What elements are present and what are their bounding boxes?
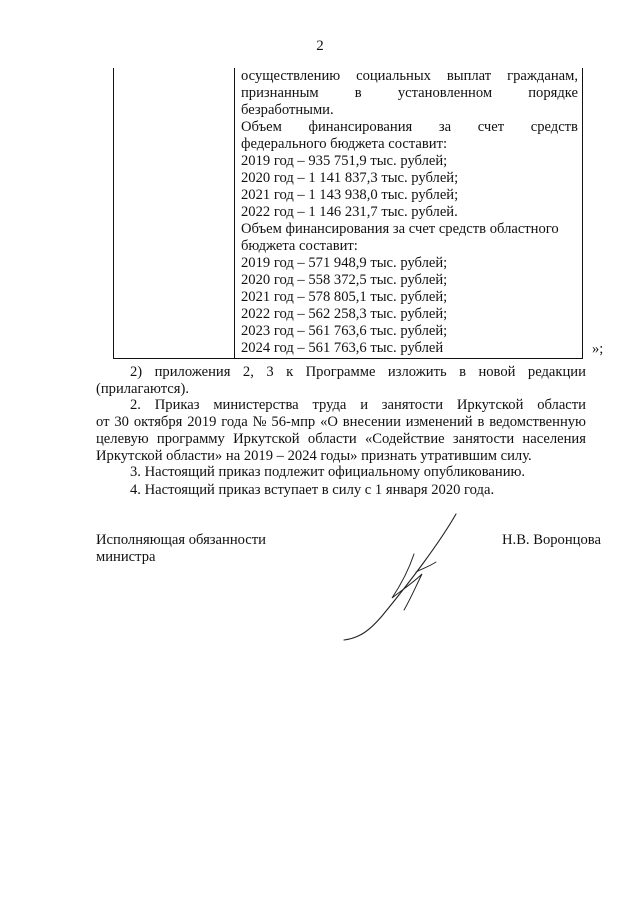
paragraph-line: 3. Настоящий приказ подлежит официальному опубликованию. (130, 464, 526, 480)
paragraph-line: 2. Приказ министерства труда и занятости Иркутской области (130, 397, 586, 413)
table-line: признанным в установленном порядке (241, 85, 578, 101)
page-number: 2 (316, 38, 324, 54)
paragraph-line: Иркутской области» на 2019 – 2024 годы» признать утратившим силу. (96, 448, 532, 464)
program-table (113, 68, 583, 359)
table-line: 2021 год – 578 805,1 тыс. рублей; (241, 289, 448, 305)
table-line: 2023 год – 561 763,6 тыс. рублей; (241, 323, 448, 339)
handwritten-signature (330, 512, 470, 642)
paragraph-line: от 30 октября 2019 года № 56-мпр «О внесении изменений в ведомственную (96, 414, 586, 430)
paragraph-line: 2) приложения 2, 3 к Программе изложить в новой редакции (130, 364, 586, 380)
table-line: 2019 год – 935 751,9 тыс. рублей; (241, 153, 448, 169)
table-line: Объем финансирования за счет средств областного (241, 221, 559, 237)
table-line: 2024 год – 561 763,6 тыс. рублей (241, 340, 444, 356)
table-line: Объем финансирования за счет средств (241, 119, 578, 135)
table-line: осуществлению социальных выплат гражданам, (241, 68, 578, 84)
signatory-name: Н.В. Воронцова (502, 532, 601, 548)
paragraph-item-3 (96, 464, 586, 481)
table-line: 2019 год – 571 948,9 тыс. рублей; (241, 255, 448, 271)
table-line: 2022 год – 1 146 231,7 тыс. рублей. (241, 204, 458, 220)
table-cell-text (241, 68, 578, 357)
table-line: федерального бюджета составит: (241, 136, 448, 152)
table-line: безработными. (241, 102, 334, 118)
paragraph-line: (прилагаются). (96, 381, 189, 397)
paragraph-item-4 (96, 482, 586, 499)
signatory-title: Исполняющая обязанности министра (96, 532, 266, 565)
table-column-divider (234, 68, 235, 358)
table-line: бюджета составит: (241, 238, 358, 254)
table-line: 2020 год – 1 141 837,3 тыс. рублей; (241, 170, 459, 186)
paragraph-line: 4. Настоящий приказ вступает в силу с 1 января 2020 года. (130, 482, 495, 498)
paragraph-appendices (96, 364, 586, 398)
paragraph-item-2 (96, 397, 586, 465)
table-line: 2020 год – 558 372,5 тыс. рублей; (241, 272, 448, 288)
table-line: 2022 год – 562 258,3 тыс. рублей; (241, 306, 448, 322)
table-line: 2021 год – 1 143 938,0 тыс. рублей; (241, 187, 459, 203)
closing-quote: »; (592, 341, 604, 357)
paragraph-line: целевую программу Иркутской области «Содействие занятости населения (96, 431, 586, 447)
